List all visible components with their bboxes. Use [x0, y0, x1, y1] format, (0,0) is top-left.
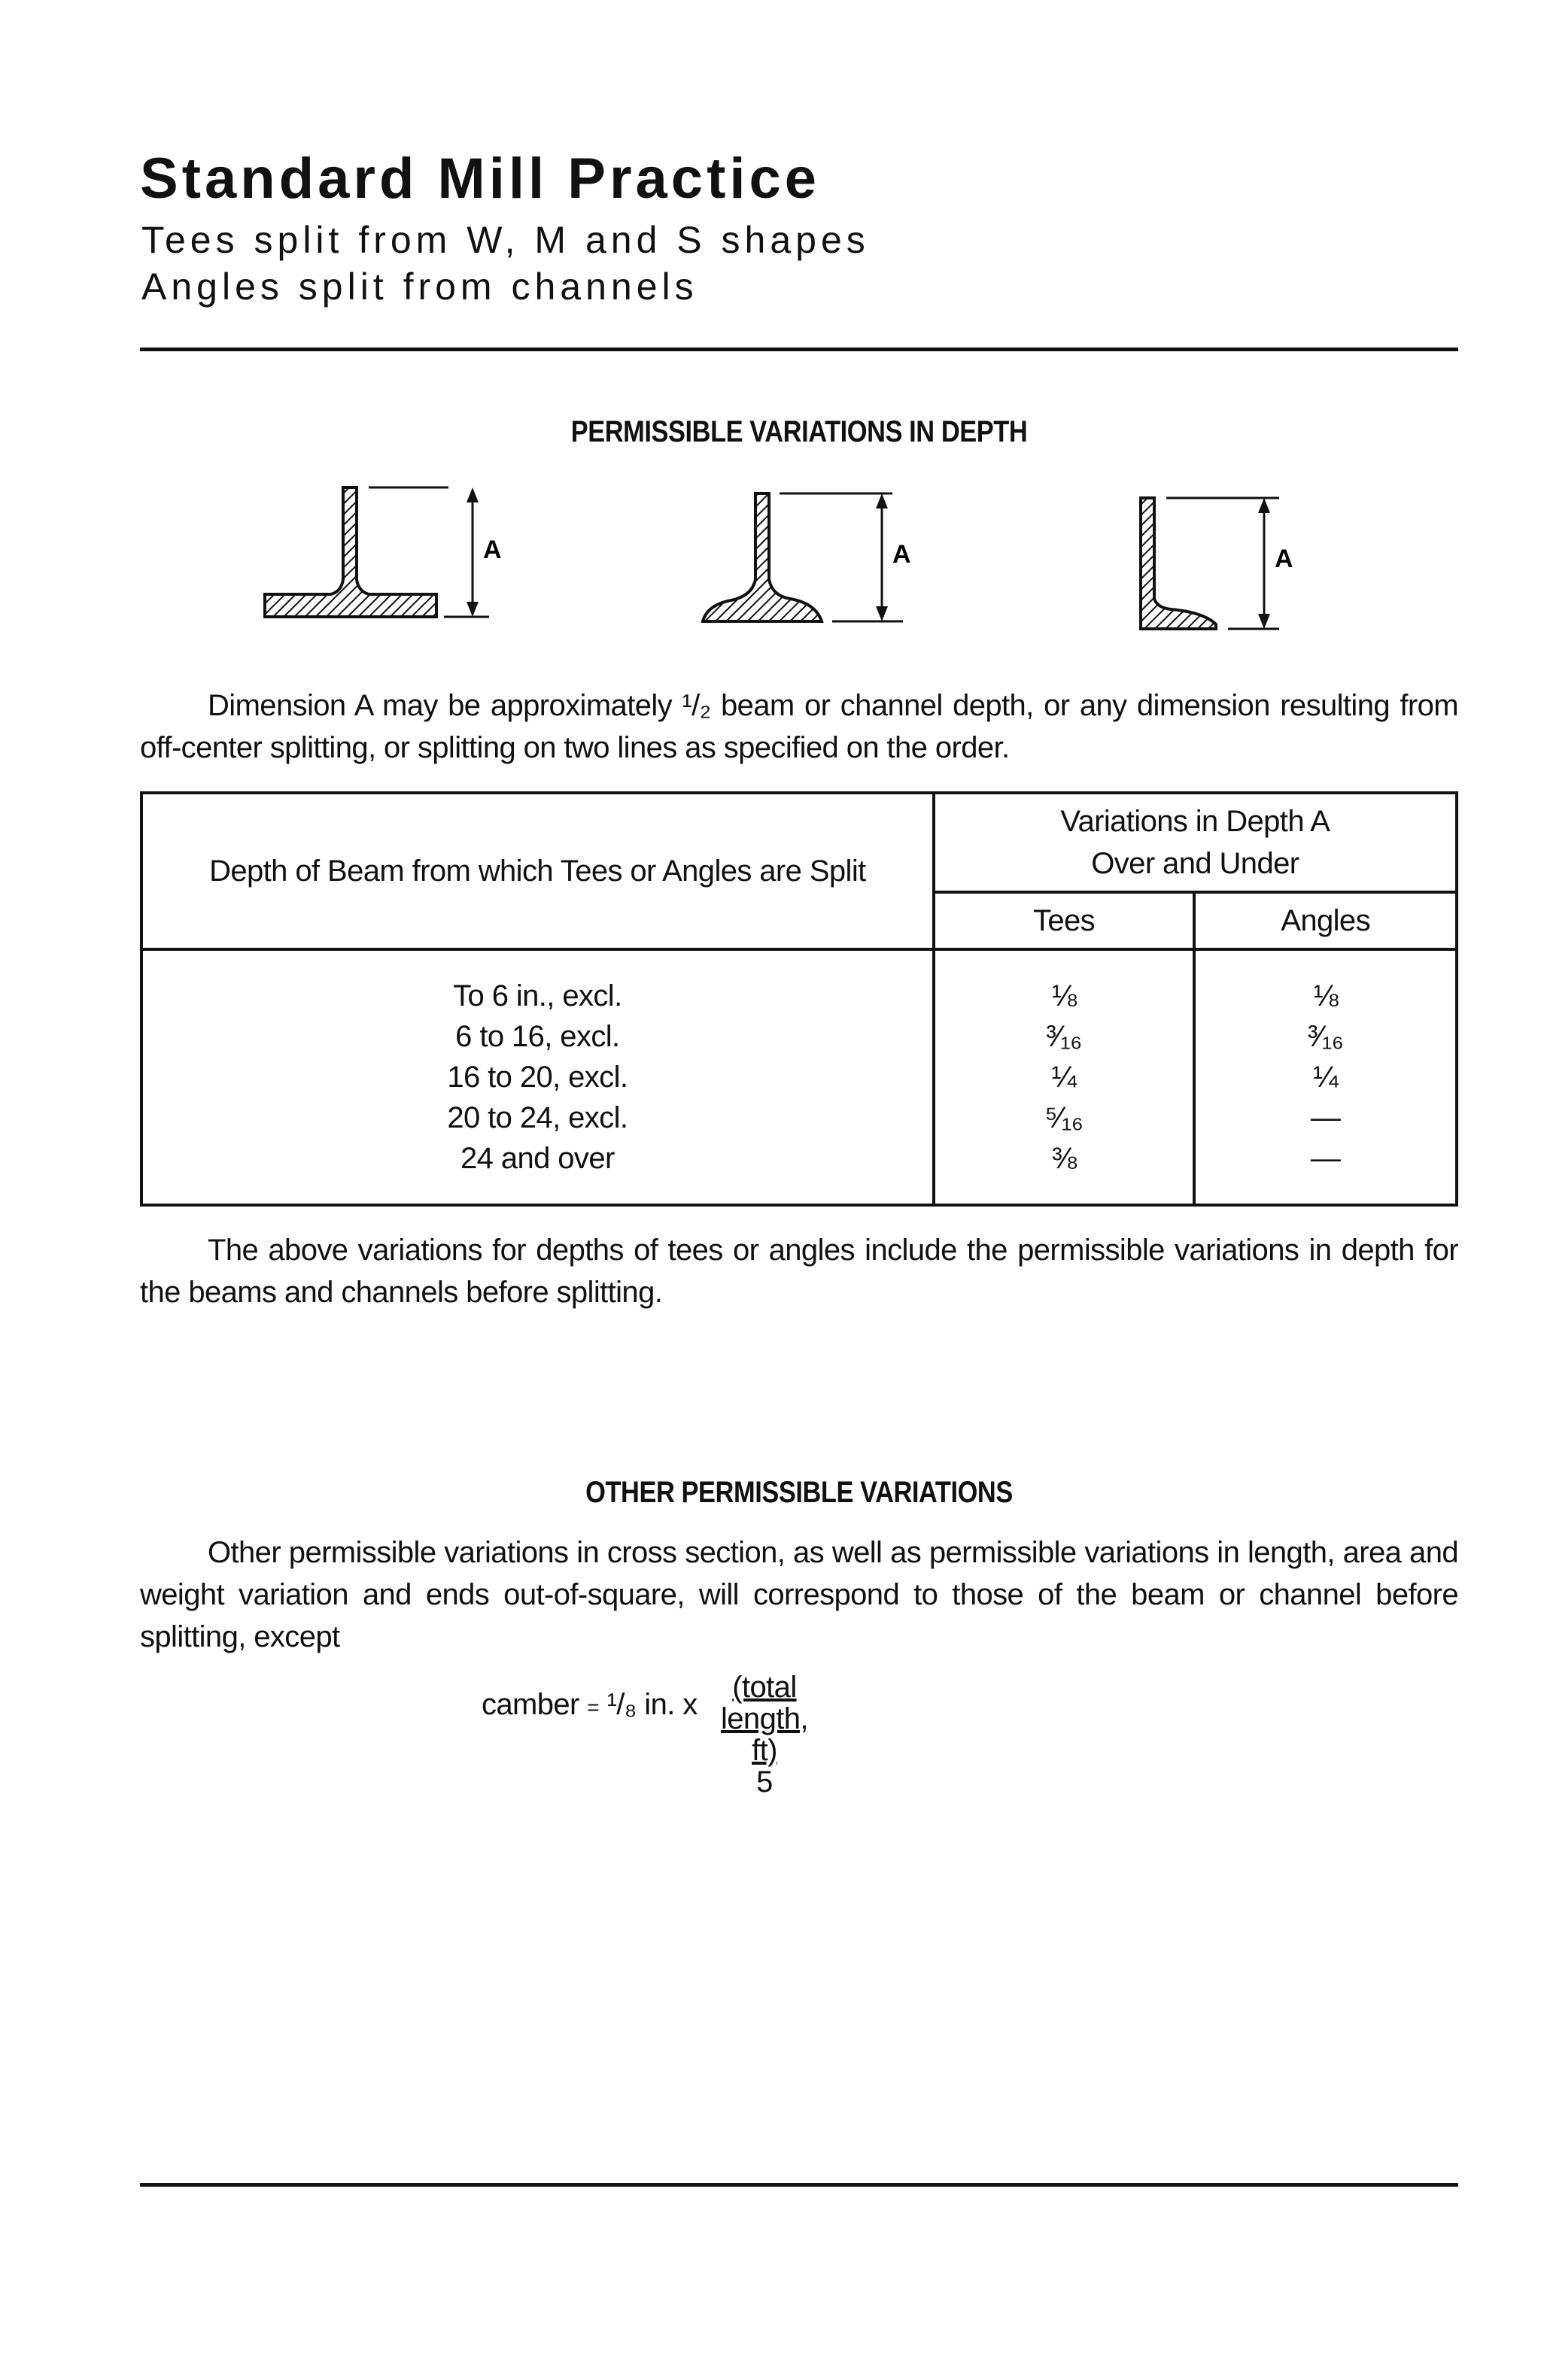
table-cell-tees: ⅛: [1051, 979, 1077, 1012]
dimension-a-text: Dimension A may be approximately ¹/₂ beam or channel depth, or any dimension resulting from off-center splitting, or splitting on two lines as specified on the order.: [140, 689, 1458, 764]
table-depth-column: [141, 949, 934, 1205]
angle-section-icon: [1141, 498, 1216, 629]
dimension-a-marker-3: [1166, 498, 1293, 629]
table-header-angles: Angles: [1194, 892, 1457, 949]
dimension-a-label: A: [1275, 545, 1293, 573]
table-cell-angles: —: [1310, 1142, 1341, 1175]
formula-fraction: [721, 1671, 808, 1798]
table-header-variations-line2: Over and Under: [1091, 847, 1299, 880]
other-variations-text: Other permissible variations in cross section, as well as permissible variations in length, area and weight variation and ends out-of-square, will correspond to those of the beam or channel before splitting, except: [140, 1536, 1458, 1653]
table-header-variations-line1: Variations in Depth A: [1060, 805, 1330, 838]
tee-section-tapered-icon: [703, 493, 822, 621]
depth-variations-table: [140, 791, 1458, 1207]
depth-dimension-figure: [0, 474, 1541, 647]
table-cell-tees: ⅜: [1051, 1142, 1077, 1175]
formula-coefficient: ¹/₈ in. x: [606, 1688, 698, 1721]
table-cell-angles: —: [1310, 1101, 1341, 1134]
table-tees-column: [934, 949, 1195, 1205]
page-subtitle-tees: Tees split from W, M and S shapes: [141, 219, 870, 261]
page-title: Standard Mill Practice: [140, 147, 821, 211]
table-cell-depth: 24 and over: [460, 1142, 615, 1175]
top-rule: [140, 348, 1458, 351]
camber-formula: [482, 1671, 808, 1799]
table-cell-tees: ¼: [1051, 1061, 1077, 1094]
tee-section-straight-icon: [265, 487, 436, 617]
bottom-rule: [140, 2183, 1458, 2187]
table-header-variations: [934, 793, 1457, 892]
table-header-tees: Tees: [934, 892, 1195, 949]
table-cell-angles: ¼: [1313, 1061, 1338, 1094]
dimension-a-label: A: [892, 540, 911, 569]
dimension-a-label: A: [483, 536, 502, 564]
note-text: The above variations for depths of tees or angles include the permissible variations in depth for the beams and channels before splitting.: [140, 1234, 1458, 1309]
table-cell-tees: ³⁄₁₆: [1046, 1020, 1082, 1053]
formula-lhs: camber: [482, 1688, 579, 1721]
depth-variations-heading: PERMISSIBLE VARIATIONS IN DEPTH: [570, 415, 1028, 448]
formula-denominator: 5: [756, 1765, 773, 1799]
other-variations-heading: OTHER PERMISSIBLE VARIATIONS: [585, 1476, 1013, 1509]
page-subtitle-angles: Angles split from channels: [141, 266, 698, 308]
table-cell-angles: ³⁄₁₆: [1308, 1020, 1344, 1053]
other-variations-paragraph: [140, 1532, 1458, 1658]
table-cell-depth: 16 to 20, excl.: [447, 1061, 628, 1094]
formula-numerator: (total length, ft): [721, 1671, 808, 1767]
table-header-depth: Depth of Beam from which Tees or Angles are Split: [141, 793, 934, 949]
table-cell-tees: ⁵⁄₁₆: [1044, 1101, 1084, 1134]
table-cell-depth: 20 to 24, excl.: [447, 1101, 628, 1134]
note-paragraph: [140, 1229, 1458, 1313]
formula-equals: =: [587, 1695, 600, 1719]
dimension-a-paragraph: [140, 685, 1458, 769]
table-angles-column: [1194, 949, 1457, 1205]
table-cell-depth: To 6 in., excl.: [453, 979, 622, 1012]
table-cell-depth: 6 to 16, excl.: [455, 1020, 620, 1053]
table-cell-angles: ⅛: [1313, 979, 1338, 1012]
